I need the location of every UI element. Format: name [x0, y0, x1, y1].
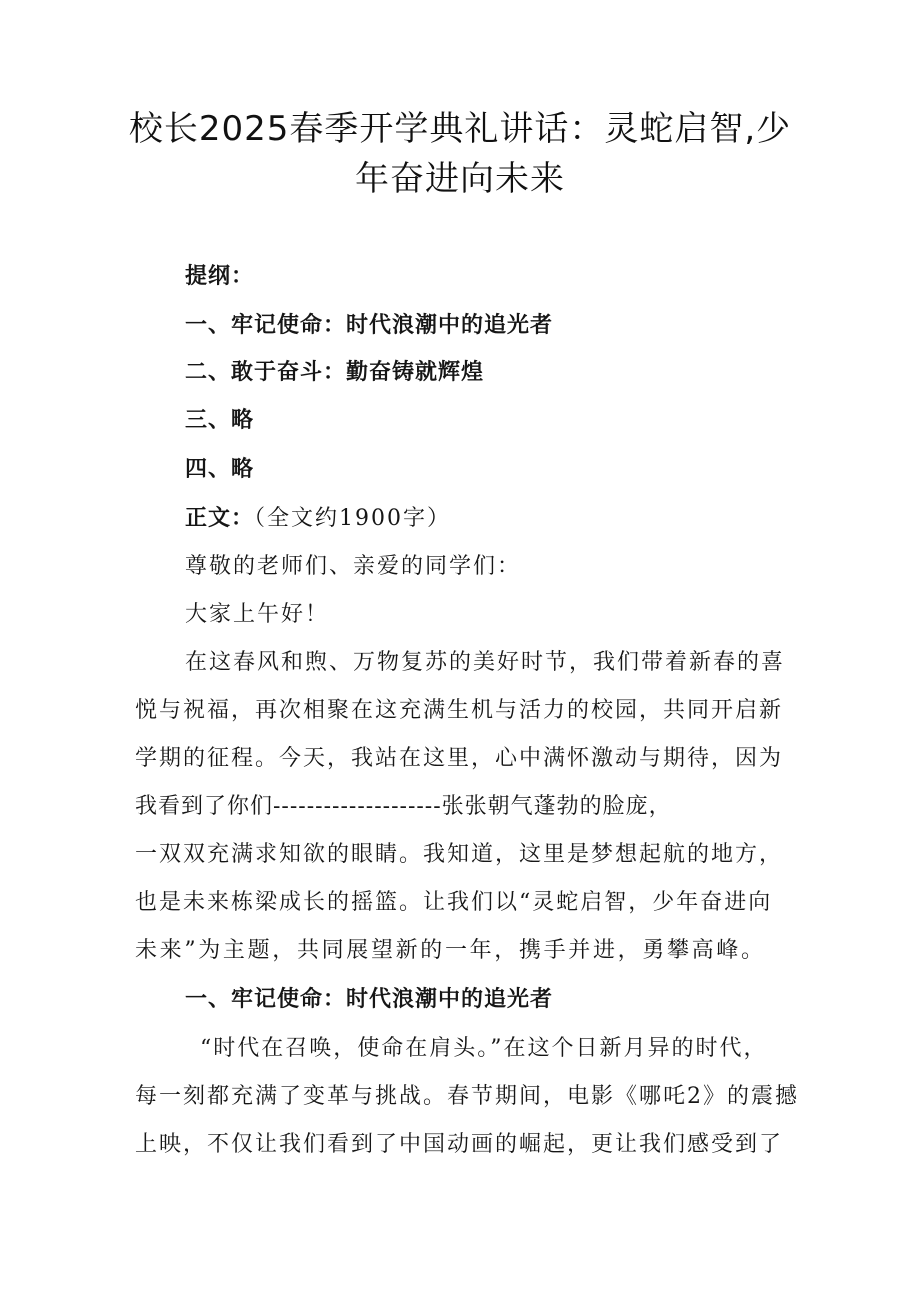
- outline-label: 提纲：: [185, 264, 255, 289]
- paragraph-1-line-6: 也是未来栋梁成长的摇篮。让我们以“灵蛇启智，少年奋进向: [135, 890, 773, 915]
- outline-item-2: 二、敢于奋斗：勤奋铸就辉煌: [185, 360, 485, 385]
- body-length-note: （全文约1900字）: [254, 506, 452, 531]
- paragraph-1-line-5: 一双双充满求知欲的眼睛。我知道，这里是梦想起航的地方，: [135, 842, 784, 867]
- paragraph-2-line-2: 每一刻都充满了变革与挑战。春节期间，电影《哪吒2》的震撼: [135, 1084, 799, 1109]
- section-1-heading: 一、牢记使命：时代浪潮中的追光者: [185, 987, 554, 1012]
- paragraph-1-line-3: 学期的征程。今天，我站在这里，心中满怀激动与期待，因为: [135, 746, 784, 771]
- paragraph-1-line-2: 悦与祝福，再次相聚在这充满生机与活力的校园，共同开启新: [135, 698, 784, 723]
- body-label: 正文：: [185, 506, 255, 531]
- title-line-1: 校长2025春季开学典礼讲话：灵蛇启智,少: [128, 109, 792, 149]
- outline-item-4: 四、略: [185, 457, 255, 482]
- document-title: [100, 104, 820, 204]
- title-line-2: 年奋进向未来: [355, 159, 565, 199]
- outline-item-1: 一、牢记使命：时代浪潮中的追光者: [185, 313, 554, 338]
- body-label-row: [185, 504, 920, 534]
- paragraph-1-line-4: 我看到了你们--------------------张张朝气蓬勃的脸庞，: [135, 794, 672, 819]
- paragraph-1-line-1: 在这春风和煦、万物复苏的美好时节，我们带着新春的喜: [185, 650, 786, 675]
- paragraph-1-line-7: 未来”为主题，共同展望新的一年，携手并进，勇攀高峰。: [135, 938, 765, 963]
- greeting: 大家上午好！: [185, 602, 330, 627]
- salutation: 尊敬的老师们、亲爱的同学们：: [185, 554, 522, 579]
- paragraph-2-line-3: 上映，不仅让我们看到了中国动画的崛起，更让我们感受到了: [135, 1132, 784, 1157]
- paragraph-2-line-1: “时代在召唤，使命在肩头。”在这个日新月异的时代，: [200, 1036, 768, 1061]
- outline-item-3: 三、略: [185, 408, 255, 433]
